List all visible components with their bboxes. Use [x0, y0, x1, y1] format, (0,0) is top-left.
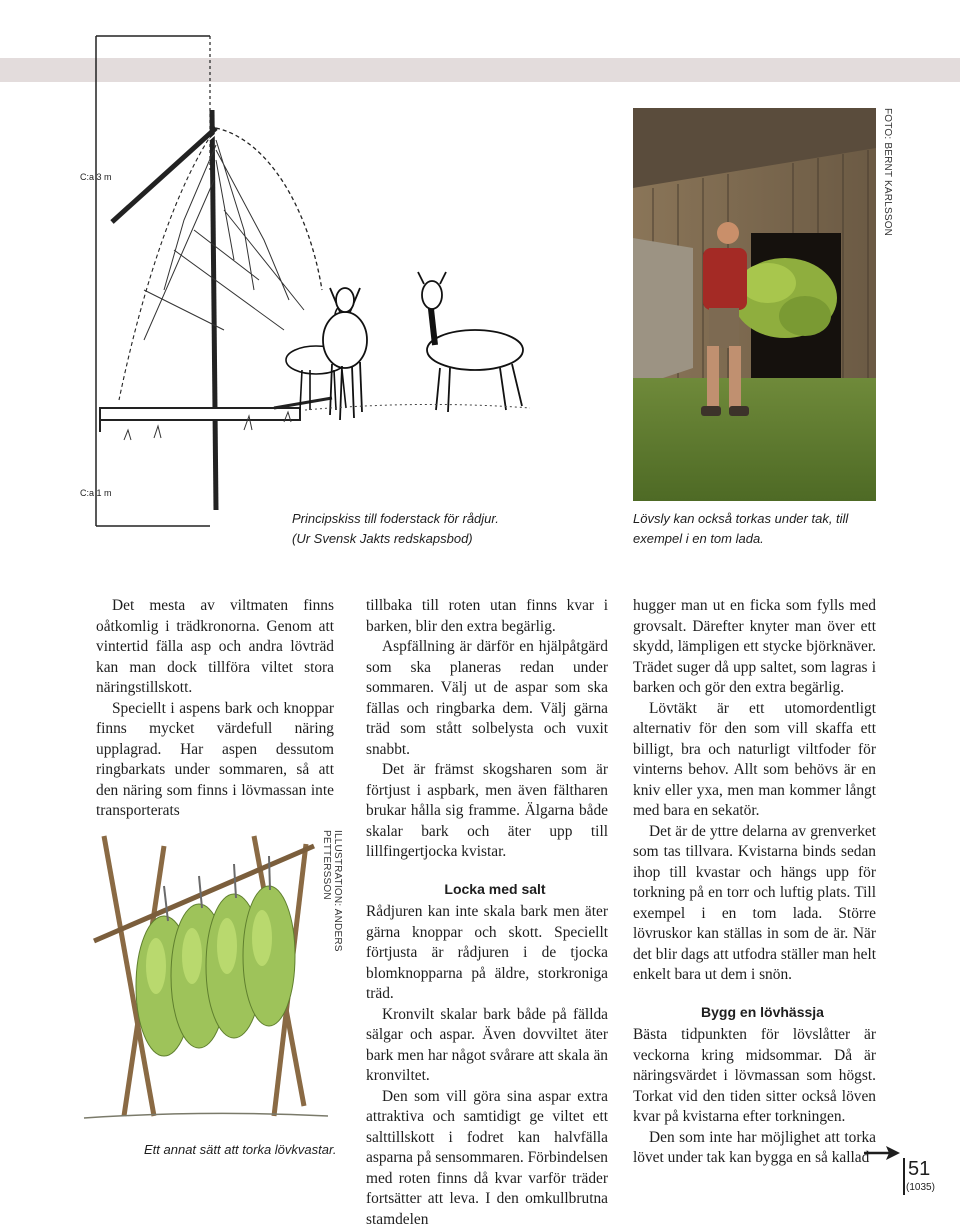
subheading-bygg-en-lovhassja: Bygg en lövhässja	[633, 1002, 876, 1023]
column2-paragraph-2: Aspfällning är därför en hjälpåtgärd som ska planeras redan under sommaren. Välj ut de aspar som ska fällas och ringbarka dem. Välj gärna träd som stått solbelysta och vuxit snabbt.	[366, 637, 608, 760]
feeding-stack-sketch	[84, 30, 334, 530]
figure-left-caption-line1: Principskiss till foderstack för rådjur.	[292, 509, 522, 529]
text-column-1	[96, 596, 334, 822]
subheading-locka-med-salt: Locka med salt	[366, 879, 608, 900]
page-number-secondary: (1035)	[906, 1182, 935, 1193]
column2-paragraph-3: Det är främst skogsharen som är förtjust i aspbark, men även fältharen brukar hålla sig framme. Älgarna både skalar bark och äter upp till lillfingertjocka kvistar.	[366, 760, 608, 863]
column3-paragraph-2: Lövtäkt är ett utomordentligt alternativ för den som vill skaffa ett billigt, bra och naturligt viltfoder för vinterns behov. Allt som behövs är en kniv eller yxa, men man kommer långt med bara en sekatör.	[633, 699, 876, 822]
page-number-rule	[903, 1158, 905, 1195]
column2-paragraph-5: Kronvilt skalar bark både på fällda sälgar och aspar. Även dovviltet äter bark men har något svårare att skala än kronviltet.	[366, 1005, 608, 1087]
photo-caption	[633, 509, 883, 549]
barn-photo	[633, 108, 876, 501]
column2-paragraph-6: Den som vill göra sina aspar extra attraktiva och samtidigt ge viltet ett salttillskott i fodret kan halvfälla asparna på sensommaren. Förbindelsen med roten finns då kvar varför träder fortsätter att leva. I den omkullbrutna stamdelen	[366, 1087, 608, 1230]
dimension-label-top: C:a 3 m	[80, 172, 112, 182]
deer-sketch	[300, 260, 540, 430]
column3-paragraph-1: hugger man ut en ficka som fylls med grovsalt. Därefter knyter man över ett skydd, lämpligen ett stycke björknäver. Trädet suger då upp saltet, som lagras i barken och gör den extra begärlig.	[633, 596, 876, 699]
page-number: 51	[908, 1158, 930, 1181]
text-column-3	[633, 596, 876, 1169]
figure-left-caption	[292, 509, 522, 549]
leaf-rack-drawing	[84, 826, 328, 1126]
text-column-2	[366, 596, 608, 1230]
illustration-credit: ILLUSTRATION: ANDERS PETTERSSON	[329, 830, 343, 1020]
column1-paragraph-2: Speciellt i aspens bark och knoppar finns mycket värdefull näring upplagrad. Har aspen dessutom ringbarkats under sommaren, så att den näring som finns i lövmassan inte transporterats	[96, 699, 334, 822]
continue-arrow-icon	[864, 1145, 900, 1161]
photo-caption-line1: Lövsly kan också torkas under tak, till	[633, 509, 883, 529]
column3-paragraph-4: Bästa tidpunkten för lövslåtter är veckorna kring midsommar. Då är näringsvärdet i lövmassan som högst. Torkat vid den tiden sitter också löven kvar på kvistarna efter torkningen.	[633, 1025, 876, 1128]
leaf-rack-illustration	[84, 826, 328, 1126]
barn-photo-image	[633, 108, 876, 501]
illustration-caption: Ett annat sätt att torka lövkvastar.	[144, 1140, 344, 1160]
column3-paragraph-5: Den som inte har möjlighet att torka lövet under tak kan bygga en så kallad	[633, 1128, 876, 1169]
column2-paragraph-1: tillbaka till roten utan finns kvar i barken, blir den extra begärlig.	[366, 596, 608, 637]
figure-left-caption-line2: (Ur Svensk Jakts redskapsbod)	[292, 529, 522, 549]
feeding-stack-drawing	[84, 30, 334, 530]
dimension-label-bottom: C:a 1 m	[80, 488, 112, 498]
photo-credit: FOTO: BERNT KARLSSON	[879, 108, 893, 258]
photo-caption-line2: exempel i en tom lada.	[633, 529, 883, 549]
column1-paragraph-1: Det mesta av viltmaten finns oåtkomlig i trädkronorna. Genom att vintertid fälla asp och andra lövträd kan man dock tillföra viltet stora näringstillskott.	[96, 596, 334, 699]
column3-paragraph-3: Det är de yttre delarna av grenverket som tas tillvara. Kvistarna binds sedan ihop till kvastar och hängs upp för torkning på en torr och luftig plats. Till exempel i en tom lada. Större lövruskor kan ställas in som de är. När det blir dags att utfodra ställer man helt enkelt bara ut dem i snön.	[633, 822, 876, 986]
column2-paragraph-4: Rådjuren kan inte skala bark men äter gärna knoppar och skott. Speciellt förtjusta är rådjuren i de tjocka blomknopparna på äldre, storkroniga träd.	[366, 902, 608, 1005]
